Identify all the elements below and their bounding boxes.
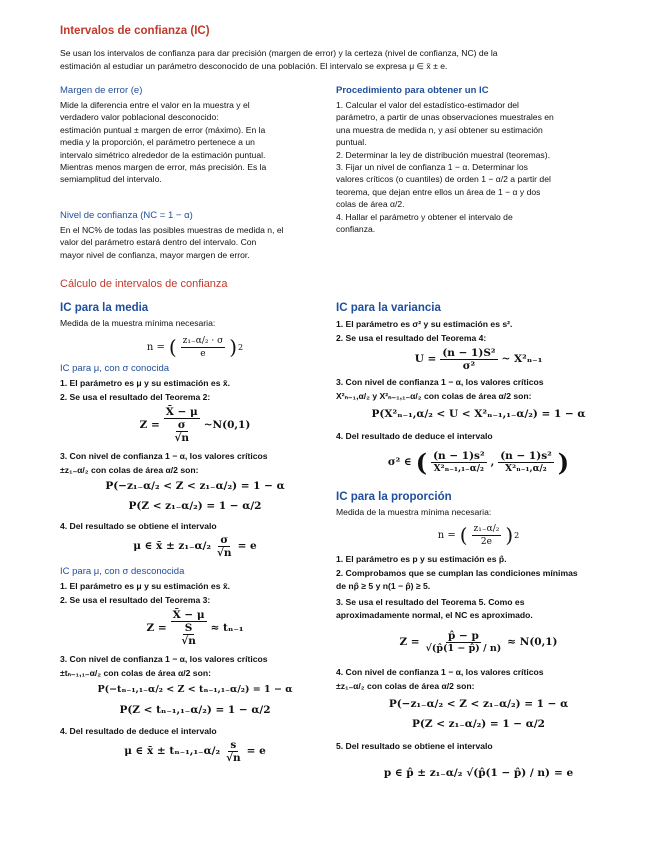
formula-lhs: n =	[146, 341, 165, 353]
conocida-step1: 1. El parámetro es μ y su estimación es x̄.	[60, 378, 231, 388]
comma: ,	[490, 456, 495, 468]
theorem-fraction	[164, 406, 200, 444]
theorem-rhs: ≈ tₙ₋₁	[210, 622, 244, 634]
interval-rhs: = e	[237, 540, 257, 552]
theorem-lhs: Z =	[399, 636, 420, 648]
interval-rhs: = e	[246, 745, 266, 757]
margen-line: Mide la diferencia entre el valor en la muestra y el	[60, 100, 250, 110]
fraction-numerator: p̂ − p	[448, 629, 479, 642]
conocida-eq1: P(−z₁₋α/₂ < Z < z₁₋α/₂) = 1 − α	[105, 480, 285, 492]
varianza-eq1: P(X²ₙ₋₁,α/₂ < U < X²ₙ₋₁,₁₋α/₂) = 1 − α	[371, 408, 586, 420]
varianza-step3b: X²ₙ₋₁,α/₂ y X²ₙ₋₁,₁₋α/₂ con colas de área α/2 son:	[336, 391, 532, 401]
theorem-fraction	[440, 347, 497, 372]
proc-line: una muestra de medida n, y así obtener su estimación	[336, 124, 543, 135]
proc-line: parámetro, a partir de unas observaciones muestrales en	[336, 112, 554, 123]
margen-line: estimación puntual ± margen de error (máximo). En la	[60, 124, 266, 135]
desconocida-eq1: P(−tₙ₋₁,₁₋α/₂ < Z < tₙ₋₁,₁₋α/₂) = 1 − α	[97, 684, 293, 695]
intro-line-2: estimación al estudiar un parámetro desconocido de una población. El intervalo se expresa μ ∈ x̄ ± e.	[60, 61, 448, 71]
proc-line: confianza.	[336, 224, 376, 235]
fraction-denominator: 2e	[480, 536, 492, 547]
intro-line-1: Se usan los intervalos de confianza para dar precisión (margen de error) y la certeza (nivel de confianza, NC) de la	[60, 48, 498, 58]
conocida-step2: 2. Se usa el resultado del Teorema 2:	[60, 392, 211, 402]
proc-line: teorema, que dejan entre ellos un área de 1 − α y dos	[336, 186, 541, 197]
proporcion-step5: 5. Del resultado se obtiene el intervalo	[336, 741, 493, 751]
varianza-step1: 1. El parámetro es σ² y su estimación es s².	[336, 319, 513, 329]
conocida-theorem	[60, 404, 330, 446]
fraction-denominator: X²ₙ₋₁,α/₂	[505, 463, 547, 474]
fraction-numerator: σ	[220, 533, 229, 546]
proc-line: 3. Fijar un nivel de confianza 1 − α. Determinar los	[336, 162, 528, 173]
fraction-numerator: S	[184, 622, 193, 634]
interval-lhs: σ² ∈	[387, 456, 412, 468]
theorem-fraction	[424, 630, 504, 655]
desconocida-step4: 4. Del resultado de deduce el intervalo	[60, 726, 217, 736]
interval-fraction-upper	[498, 450, 554, 475]
paren-close: )	[229, 335, 238, 359]
proc-line: valores críticos (o cuantiles) de orden 1 − α/2 a partir del	[336, 174, 551, 185]
margen-line: media y la proporción, el parámetro pertenece a un	[60, 137, 255, 148]
proporcion-eq2: P(Z < z₁₋α/₂) = 1 − α/2	[412, 718, 545, 730]
margen-line: intervalo simétrico alrededor de la estimación puntual.	[60, 149, 266, 160]
interval-fraction-lower	[431, 450, 487, 475]
nivel-body	[60, 224, 330, 261]
margen-heading: Margen de error (e)	[60, 85, 143, 96]
proc-line: 4. Hallar el parámetro y obtener el intervalo de	[336, 211, 513, 222]
conocida-step3a: 3. Con nivel de confianza 1 − α, los valores críticos	[60, 451, 268, 461]
exponent: 2	[514, 530, 520, 540]
proporcion-muestra-formula	[336, 518, 621, 552]
margen-line: verdadero valor poblacional desconocido:	[60, 112, 219, 123]
theorem-rhs: ~ X²ₙ₋₁	[501, 353, 543, 365]
procedimiento-heading: Procedimiento para obtener un IC	[336, 85, 489, 96]
varianza-heading: IC para la variancia	[336, 302, 441, 314]
fraction-numerator: σ	[177, 419, 186, 431]
media-heading: IC para la media	[60, 302, 149, 314]
proporcion-muestra-label: Medida de la muestra mínima necesaria:	[336, 507, 492, 517]
margen-line: semiamplitud del intervalo.	[60, 174, 162, 185]
fraction-numerator: X̄ − μ	[172, 609, 205, 621]
proporcion-interval	[336, 758, 621, 788]
nivel-line: En el NC% de todas las posibles muestras de medida n, el	[60, 225, 284, 235]
proporcion-step3a: 3. Se usa el resultado del Teorema 5. Como es	[336, 597, 525, 607]
interval-lhs: p ∈ p̂ ± z₁₋α/₂	[383, 767, 463, 779]
paren-close: )	[505, 523, 514, 547]
conocida-eq2: P(Z < z₁₋α/₂) = 1 − α/2	[128, 500, 262, 512]
conocida-step3b: ±z₁₋α/₂ con colas de área α/2 son:	[60, 465, 199, 475]
fraction-denominator: √n	[226, 751, 241, 764]
desconocida-theorem	[60, 607, 330, 649]
paren-open: (	[459, 523, 468, 547]
proporcion-theorem	[336, 622, 621, 662]
formula-fraction	[181, 335, 226, 360]
theorem-lhs: Z =	[139, 419, 160, 431]
interval-fraction	[224, 739, 243, 764]
interval-sqrt: √(p̂(1 − p̂) / n)	[466, 767, 550, 779]
desconocida-eq2: P(Z < tₙ₋₁,₁₋α/₂) = 1 − α/2	[119, 704, 271, 716]
varianza-step2: 2. Se usa el resultado del Teorema 4:	[336, 333, 487, 343]
conocida-step4: 4. Del resultado se obtiene el intervalo	[60, 521, 217, 531]
fraction-numerator: z₁₋α/₂	[473, 523, 500, 534]
varianza-step4: 4. Del resultado de deduce el intervalo	[336, 431, 493, 441]
fraction-numerator: X̄ − μ	[165, 406, 198, 418]
fraction-denominator: e	[200, 348, 206, 359]
fraction-numerator: s	[230, 738, 237, 751]
fraction-numerator: (n − 1)S²	[442, 346, 496, 359]
theorem-lhs: U =	[414, 353, 437, 365]
desconocida-step2: 2. Se usa el resultado del Teorema 3:	[60, 595, 211, 605]
proporcion-step2b: de np̂ ≥ 5 y n(1 − p̂) ≥ 5.	[336, 581, 431, 591]
varianza-step3a: 3. Con nivel de confianza 1 − α, los valores críticos	[336, 377, 544, 387]
fraction-denominator: √n	[217, 546, 232, 559]
fraction-denominator: σ²	[462, 359, 476, 372]
fraction-denominator: √n	[181, 635, 196, 647]
theorem-rhs: ~N(0,1)	[203, 419, 251, 431]
theorem-fraction	[171, 609, 207, 647]
fraction-denominator: √(p̂(1 − p̂) / n)	[425, 642, 502, 654]
proporcion-step4b: ±z₁₋α/₂ con colas de área α/2 son:	[336, 681, 475, 691]
interval-fraction	[215, 534, 234, 559]
desconocida-step3b: ±tₙ₋₁,₁₋α/₂ con colas de área α/2 son:	[60, 668, 211, 678]
fraction-denominator	[177, 622, 200, 647]
fraction-denominator: X²ₙ₋₁,₁₋α/₂	[433, 463, 484, 474]
proc-line: puntual.	[336, 137, 367, 148]
desconocida-heading: IC para μ, con σ desconocida	[60, 566, 185, 577]
fraction-numerator: (n − 1)s²	[433, 449, 485, 462]
fraction-numerator: (n − 1)s²	[500, 449, 552, 462]
fraction-denominator: √n	[174, 432, 190, 444]
desconocida-step1: 1. El parámetro es μ y su estimación es x̄.	[60, 581, 231, 591]
page-title: Intervalos de confianza (IC)	[60, 25, 210, 37]
calculo-heading: Cálculo de intervalos de confianza	[60, 278, 228, 290]
margen-body	[60, 99, 330, 186]
paren-close: )	[557, 447, 570, 477]
proc-line: 2. Determinar la ley de distribución muestral (teoremas).	[336, 149, 550, 160]
proc-line: colas de área α/2.	[336, 199, 405, 210]
theorem-rhs: ≈ N(0,1)	[507, 636, 558, 648]
varianza-interval	[336, 444, 621, 480]
desconocida-step3a: 3. Con nivel de confianza 1 − α, los valores críticos	[60, 654, 268, 664]
proc-line: 1. Calcular el valor del estadístico-estimador del	[336, 100, 519, 110]
fraction-denominator	[170, 419, 193, 444]
proporcion-eq1: P(−z₁₋α/₂ < Z < z₁₋α/₂) = 1 − α	[388, 698, 569, 710]
conocida-heading: IC para μ, con σ conocida	[60, 363, 170, 374]
nivel-heading: Nivel de confianza (NC = 1 − α)	[60, 210, 193, 221]
varianza-theorem	[336, 345, 621, 373]
fraction-numerator: z₁₋α/₂ · σ	[182, 335, 224, 346]
formula-fraction	[472, 523, 502, 548]
proporcion-step4a: 4. Con nivel de confianza 1 − α, los valores críticos	[336, 667, 544, 677]
margen-line: Mientras menos margen de error, más precisión. Es la	[60, 162, 267, 173]
interval-lhs: μ ∈ x̄ ± z₁₋α/₂	[133, 540, 212, 552]
interval-lhs: μ ∈ x̄ ± tₙ₋₁,₁₋α/₂	[124, 745, 221, 757]
media-muestra-formula	[60, 330, 330, 364]
proporcion-step1: 1. El parámetro es p y su estimación es p̂.	[336, 554, 507, 564]
proporcion-heading: IC para la proporción	[336, 491, 452, 503]
conocida-interval	[60, 532, 330, 560]
proporcion-step2a: 2. Comprobamos que se cumplan las condiciones mínimas	[336, 568, 578, 578]
nivel-line: valor del parámetro estará dentro del intervalo. Con	[60, 237, 257, 248]
desconocida-interval	[60, 737, 330, 765]
interval-rhs: = e	[554, 767, 574, 779]
procedimiento-body	[336, 99, 621, 235]
exponent: 2	[238, 342, 244, 352]
theorem-lhs: Z =	[146, 622, 167, 634]
paren-open: (	[415, 447, 428, 477]
media-muestra-label: Medida de la muestra mínima necesaria:	[60, 318, 216, 328]
paren-open: (	[168, 335, 177, 359]
nivel-line: mayor nivel de confianza, mayor margen de error.	[60, 249, 250, 260]
formula-lhs: n =	[437, 529, 456, 541]
proporcion-step3b: aproximadamente normal, el NC es aproximado.	[336, 610, 533, 620]
